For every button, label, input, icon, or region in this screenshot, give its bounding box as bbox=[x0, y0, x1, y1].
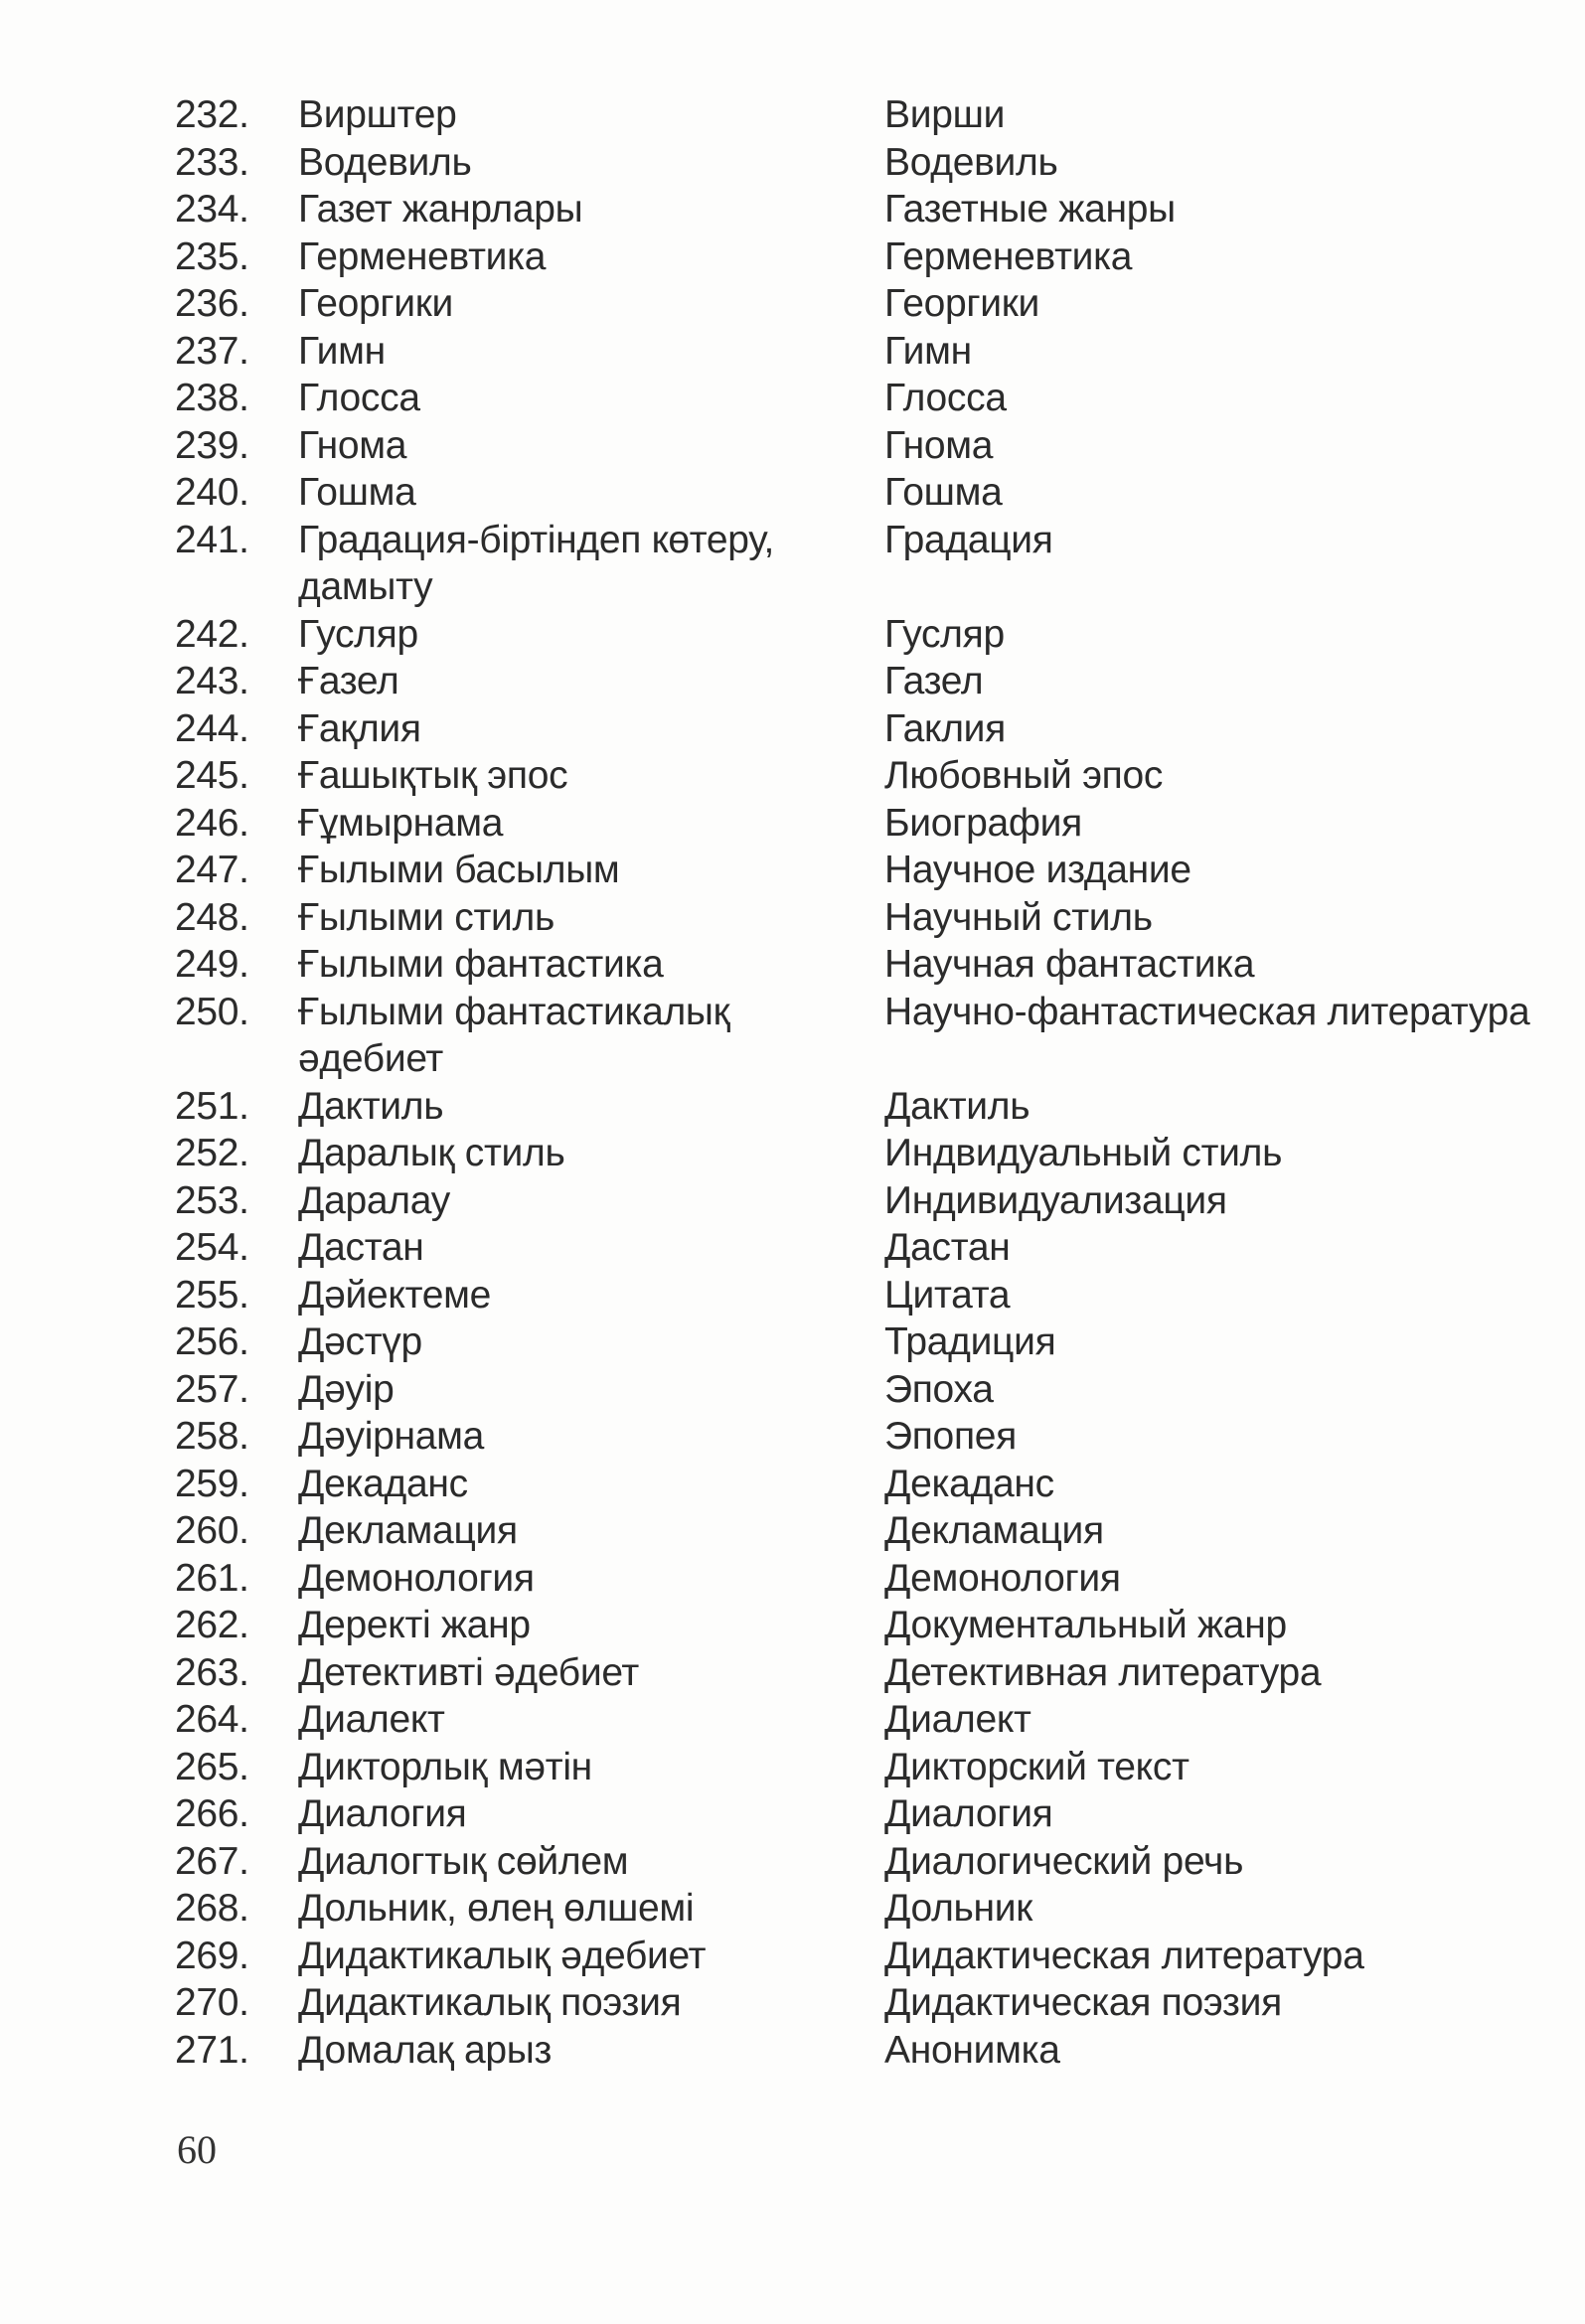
glossary-row bbox=[175, 847, 1556, 894]
kazakh-term: Деректі жанр bbox=[298, 1604, 531, 1646]
russian-term: Индвидуальный стиль bbox=[884, 1132, 1283, 1174]
glossary-row bbox=[175, 1744, 1556, 1791]
glossary-row bbox=[175, 517, 1556, 611]
kazakh-term: Водевиль bbox=[298, 140, 472, 184]
entry-number: 236. bbox=[175, 282, 249, 325]
entry-number: 256. bbox=[175, 1320, 249, 1363]
glossary-row bbox=[175, 1602, 1556, 1649]
russian-term: Гнома bbox=[884, 423, 994, 467]
russian-term: Документальный жанр bbox=[884, 1604, 1287, 1646]
entry-number: 267. bbox=[175, 1839, 249, 1883]
kazakh-term: Гнома bbox=[298, 423, 407, 467]
russian-term: Биография bbox=[884, 801, 1082, 845]
russian-term: Гимн bbox=[884, 329, 972, 373]
entry-number: 260. bbox=[175, 1509, 249, 1552]
entry-number: 268. bbox=[175, 1887, 249, 1930]
page-number: 60 bbox=[177, 2127, 217, 2172]
entry-number: 261. bbox=[175, 1556, 249, 1600]
russian-term: Эпоха bbox=[884, 1367, 994, 1411]
russian-term: Декламация bbox=[884, 1509, 1104, 1552]
kazakh-term: Дактиль bbox=[298, 1084, 444, 1128]
glossary-list bbox=[175, 91, 1556, 2074]
kazakh-term: Дикторлық мәтін bbox=[298, 1745, 592, 1788]
glossary-row bbox=[175, 1413, 1556, 1461]
russian-term: Любовный эпос bbox=[884, 754, 1164, 797]
kazakh-term: Диалект bbox=[298, 1698, 445, 1741]
glossary-row bbox=[175, 375, 1556, 422]
glossary-row bbox=[175, 1130, 1556, 1177]
kazakh-term: Декламация bbox=[298, 1509, 518, 1552]
russian-term: Георгики bbox=[884, 282, 1040, 325]
kazakh-term: Ғұмырнама bbox=[298, 801, 504, 845]
entry-number: 259. bbox=[175, 1462, 249, 1505]
russian-term: Научный стиль bbox=[884, 895, 1153, 939]
kazakh-term: Ғақлия bbox=[298, 706, 421, 750]
glossary-row bbox=[175, 1885, 1556, 1933]
russian-term: Герменевтика bbox=[884, 234, 1133, 278]
glossary-row bbox=[175, 989, 1556, 1083]
entry-number: 270. bbox=[175, 1981, 249, 2024]
russian-term: Дастан bbox=[884, 1226, 1011, 1269]
russian-term: Газел bbox=[884, 660, 984, 702]
kazakh-term: Ғашықтық эпос bbox=[298, 754, 568, 797]
glossary-row bbox=[175, 1177, 1556, 1225]
glossary-row bbox=[175, 280, 1556, 328]
entry-number: 254. bbox=[175, 1226, 249, 1269]
russian-term: Индивидуализация bbox=[884, 1178, 1227, 1222]
glossary-row bbox=[175, 1366, 1556, 1414]
kazakh-term: Герменевтика bbox=[298, 234, 547, 278]
kazakh-term: Газет жанрлары bbox=[298, 188, 583, 231]
russian-term: Декаданс bbox=[884, 1462, 1054, 1505]
entry-number: 249. bbox=[175, 943, 249, 986]
kazakh-term: Глосса bbox=[298, 377, 420, 419]
kazakh-term: Ғылыми стиль bbox=[298, 895, 555, 939]
kazakh-term: Ғылыми басылым bbox=[298, 849, 620, 891]
glossary-row bbox=[175, 1272, 1556, 1319]
glossary-row bbox=[175, 469, 1556, 517]
russian-term: Дидактическая поэзия bbox=[884, 1981, 1282, 2024]
entry-number: 239. bbox=[175, 423, 249, 467]
entry-number: 243. bbox=[175, 660, 249, 702]
russian-term: Газетные жанры bbox=[884, 188, 1176, 231]
entry-number: 257. bbox=[175, 1367, 249, 1411]
russian-term: Демонология bbox=[884, 1556, 1121, 1600]
russian-term: Гошма bbox=[884, 471, 1003, 514]
entry-number: 233. bbox=[175, 140, 249, 184]
entry-number: 237. bbox=[175, 329, 249, 373]
kazakh-term: Георгики bbox=[298, 282, 454, 325]
glossary-row bbox=[175, 1933, 1556, 1980]
entry-number: 240. bbox=[175, 471, 249, 514]
kazakh-term: Дәстүр bbox=[298, 1320, 422, 1363]
russian-term: Анонимка bbox=[884, 2028, 1060, 2072]
kazakh-term: Ғазел bbox=[298, 660, 399, 702]
glossary-row bbox=[175, 91, 1556, 139]
russian-term: Научное издание bbox=[884, 849, 1191, 891]
russian-term: Детективная литература bbox=[884, 1650, 1322, 1694]
kazakh-term: Дольник, өлең өлшемі bbox=[298, 1887, 695, 1930]
entry-number: 264. bbox=[175, 1698, 249, 1741]
kazakh-term: Дастан bbox=[298, 1226, 424, 1269]
entry-number: 258. bbox=[175, 1415, 249, 1458]
entry-number: 252. bbox=[175, 1132, 249, 1174]
kazakh-term: Детективті әдебиет bbox=[298, 1650, 639, 1694]
entry-number: 238. bbox=[175, 377, 249, 419]
russian-term: Гаклия bbox=[884, 706, 1006, 750]
glossary-row bbox=[175, 1083, 1556, 1131]
entry-number: 244. bbox=[175, 706, 249, 750]
kazakh-term: Вирштер bbox=[298, 93, 457, 136]
russian-term: Традиция bbox=[884, 1320, 1056, 1363]
glossary-row bbox=[175, 1555, 1556, 1603]
glossary-row bbox=[175, 941, 1556, 989]
glossary-row bbox=[175, 328, 1556, 376]
glossary-row bbox=[175, 422, 1556, 470]
russian-term: Эпопея bbox=[884, 1415, 1017, 1458]
russian-term: Глосса bbox=[884, 377, 1007, 419]
kazakh-term: Дидактикалық әдебиет bbox=[298, 1934, 707, 1977]
russian-term: Диалогический речь bbox=[884, 1839, 1244, 1883]
kazakh-term: Диалогтық сөйлем bbox=[298, 1839, 629, 1883]
glossary-row bbox=[175, 800, 1556, 848]
glossary-row bbox=[175, 1318, 1556, 1366]
russian-term: Диалект bbox=[884, 1698, 1031, 1741]
glossary-row bbox=[175, 2027, 1556, 2075]
glossary-row bbox=[175, 1461, 1556, 1508]
entry-number: 263. bbox=[175, 1650, 249, 1694]
entry-number: 241. bbox=[175, 518, 249, 561]
entry-number: 250. bbox=[175, 990, 249, 1033]
russian-term: Дактиль bbox=[884, 1084, 1030, 1128]
kazakh-term: Ғылыми фантастикалық әдебиет bbox=[298, 990, 730, 1080]
entry-number: 265. bbox=[175, 1745, 249, 1788]
russian-term: Гусляр bbox=[884, 612, 1005, 656]
entry-number: 246. bbox=[175, 801, 249, 845]
glossary-row bbox=[175, 894, 1556, 942]
glossary-row bbox=[175, 186, 1556, 233]
entry-number: 262. bbox=[175, 1604, 249, 1646]
kazakh-term: Гимн bbox=[298, 329, 386, 373]
kazakh-term: Гусляр bbox=[298, 612, 418, 656]
russian-term: Дидактическая литература bbox=[884, 1934, 1364, 1977]
kazakh-term: Дәуір bbox=[298, 1367, 395, 1411]
russian-term: Цитата bbox=[884, 1273, 1011, 1317]
glossary-row bbox=[175, 1649, 1556, 1697]
russian-term: Научно-фантастическая литература bbox=[884, 990, 1530, 1033]
kazakh-term: Декаданс bbox=[298, 1462, 468, 1505]
kazakh-term: Ғылыми фантастика bbox=[298, 943, 664, 986]
entry-number: 234. bbox=[175, 188, 249, 231]
kazakh-term: Даралау bbox=[298, 1178, 450, 1222]
glossary-row bbox=[175, 705, 1556, 753]
glossary-row bbox=[175, 1696, 1556, 1744]
entry-number: 247. bbox=[175, 849, 249, 891]
glossary-row bbox=[175, 1790, 1556, 1838]
kazakh-term: Дәуірнама bbox=[298, 1415, 484, 1458]
entry-number: 235. bbox=[175, 234, 249, 278]
glossary-row bbox=[175, 658, 1556, 705]
kazakh-term: Демонология bbox=[298, 1556, 535, 1600]
russian-term: Вирши bbox=[884, 93, 1006, 136]
glossary-row bbox=[175, 1224, 1556, 1272]
glossary-row bbox=[175, 1838, 1556, 1886]
kazakh-term: Градация-біртіндеп көтеру, дамыту bbox=[298, 518, 775, 608]
russian-term: Дикторский текст bbox=[884, 1745, 1189, 1788]
kazakh-term: Дидактикалық поэзия bbox=[298, 1981, 682, 2024]
glossary-row bbox=[175, 1979, 1556, 2027]
entry-number: 269. bbox=[175, 1934, 249, 1977]
russian-term: Водевиль bbox=[884, 140, 1058, 184]
entry-number: 251. bbox=[175, 1084, 249, 1128]
kazakh-term: Домалақ арыз bbox=[298, 2028, 553, 2072]
kazakh-term: Диалогия bbox=[298, 1792, 467, 1835]
russian-term: Диалогия bbox=[884, 1792, 1053, 1835]
glossary-row bbox=[175, 233, 1556, 281]
entry-number: 253. bbox=[175, 1178, 249, 1222]
glossary-row bbox=[175, 752, 1556, 800]
entry-number: 245. bbox=[175, 754, 249, 797]
entry-number: 232. bbox=[175, 93, 249, 136]
russian-term: Дольник bbox=[884, 1887, 1033, 1930]
russian-term: Научная фантастика bbox=[884, 943, 1255, 986]
glossary-row bbox=[175, 611, 1556, 659]
russian-term: Градация bbox=[884, 518, 1053, 561]
kazakh-term: Дәйектеме bbox=[298, 1273, 491, 1317]
entry-number: 248. bbox=[175, 895, 249, 939]
kazakh-term: Даралық стиль bbox=[298, 1132, 565, 1174]
entry-number: 255. bbox=[175, 1273, 249, 1317]
entry-number: 242. bbox=[175, 612, 249, 656]
entry-number: 266. bbox=[175, 1792, 249, 1835]
glossary-row bbox=[175, 1507, 1556, 1555]
kazakh-term: Гошма bbox=[298, 471, 416, 514]
entry-number: 271. bbox=[175, 2028, 249, 2072]
glossary-row bbox=[175, 139, 1556, 187]
